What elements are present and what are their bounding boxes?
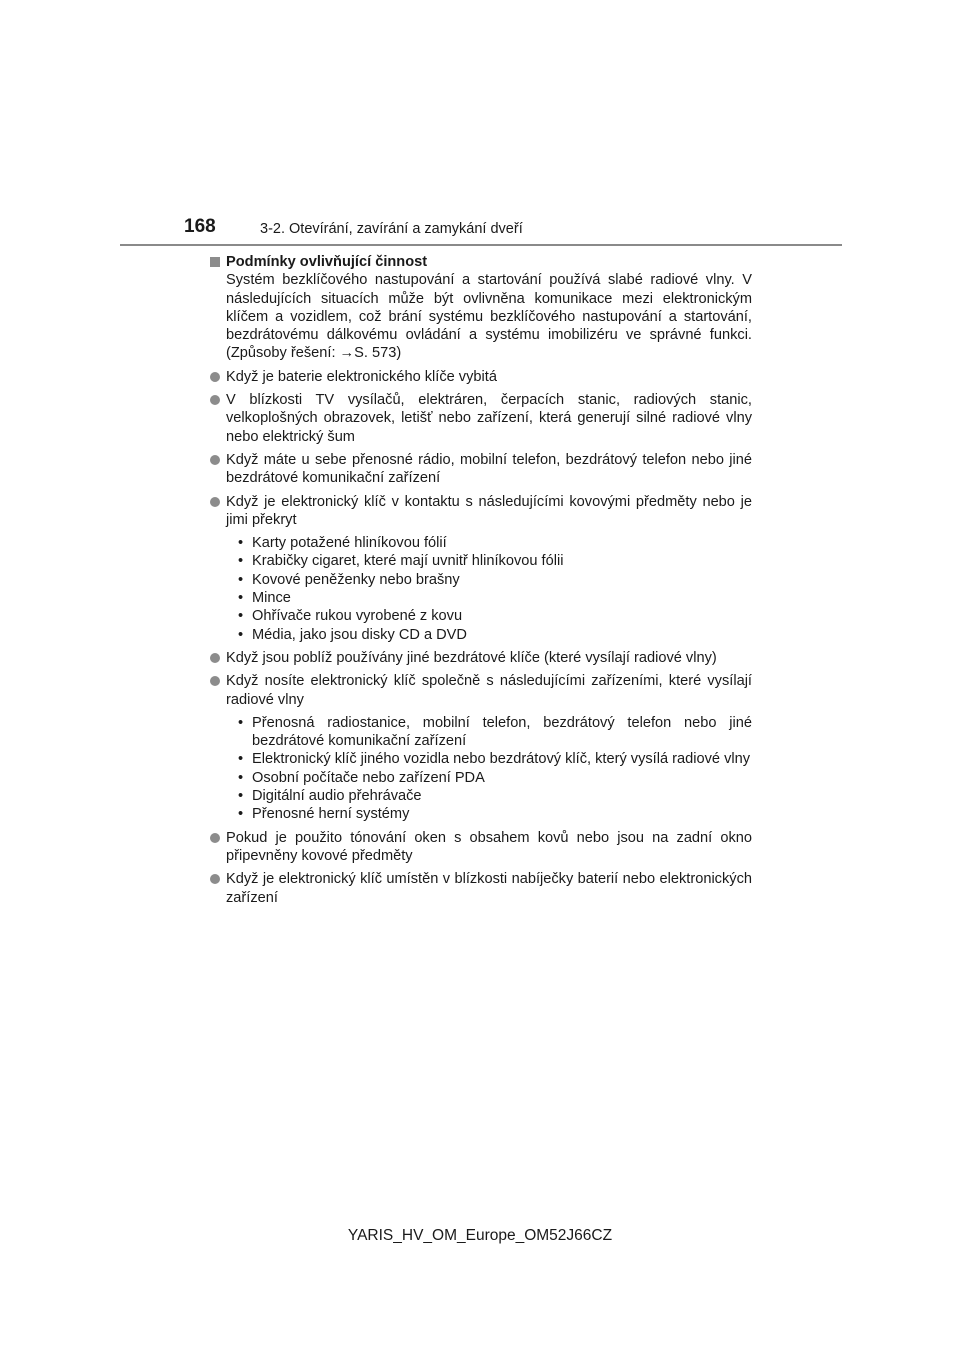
sub-list-item-text: Mince [252,590,291,607]
header-divider [120,244,842,246]
condition-item [210,672,752,709]
small-bullet-icon: • [238,608,244,625]
small-bullet-icon: • [238,535,244,552]
condition-item-text: Když je elektronický klíč umístěn v blízkosti nabíječky baterií nebo elektronických zařízení [226,871,752,906]
page-content [210,253,752,907]
small-bullet-icon: • [238,590,244,607]
sub-list-item-text: Karty potažené hliníkovou fólií [252,535,447,552]
sub-list [210,534,752,644]
sub-list-item-text: Digitální audio přehrávače [252,788,422,805]
small-bullet-icon: • [238,769,244,786]
block-heading-text: Podmínky ovlivňující činnost [226,254,428,270]
page-number: 168 [184,216,216,237]
condition-item [210,649,752,667]
circle-bullet-icon [210,372,220,382]
condition-item [210,391,752,446]
small-bullet-icon: • [238,626,244,643]
sub-list-item-text: Krabičky cigaret, které mají uvnitř hliníkovou fólii [252,553,564,570]
sub-list-item-text: Ohřívače rukou vyrobené z kovu [252,608,463,625]
small-bullet-icon: • [238,751,244,768]
condition-item [210,451,752,488]
sub-list-item [210,534,752,552]
condition-item [210,493,752,530]
sub-list-item [210,552,752,570]
sub-list-item [210,571,752,589]
condition-item-text: Když nosíte elektronický klíč společně s následujícími zařízeními, které vysílají radiové vlny [226,673,752,708]
sub-list-item [210,714,752,751]
small-bullet-icon: • [238,806,244,823]
block-intro: Systém bezklíčového nastupování a startování používá slabé radiové vlny. V následujících situacích může být ovlivněna komunikace mezi elektronickým klíčem a vozidlem, což brání systému bezklíčového nastupování a startování, bezdrátovému dálkovému ovládání a systému imobilizéru ve správné funkci. (Způsoby řešení: →S. 573) [226,272,752,362]
sub-list [210,714,752,824]
sub-list-item [210,805,752,823]
block-heading [210,253,752,271]
sub-list-item [210,750,752,768]
sub-list-item-text: Osobní počítače nebo zařízení PDA [252,769,485,786]
small-bullet-icon: • [238,553,244,570]
condition-item-text: Když máte u sebe přenosné rádio, mobilní telefon, bezdrátový telefon nebo jiné bezdrátové komunikační zařízení [226,451,752,487]
condition-item-text: Pokud je použito tónování oken s obsahem kovů nebo jsou na zadní okno připevněny kovové předměty [226,829,752,864]
condition-item [210,870,752,907]
condition-list [210,368,752,907]
sub-list-item-text: Přenosná radiostanice, mobilní telefon, bezdrátový telefon nebo jiné bezdrátové komunikační zařízení [252,714,752,750]
square-bullet-icon [210,257,220,267]
document-code: YARIS_HV_OM_Europe_OM52J66CZ [347,1227,613,1244]
sub-list-item [210,626,752,644]
sub-list-item [210,787,752,805]
condition-item-text: Když je baterie elektronického klíče vybitá [226,368,497,385]
condition-item [210,829,752,866]
sub-list-item [210,589,752,607]
circle-bullet-icon [210,874,220,884]
condition-item-text: V blízkosti TV vysílačů, elektráren, čerpacích stanic, radiových stanic, velkoplošných obrazovek, letišť nebo zařízení, která generují silné radiové vlny nebo elektrický šum [226,392,752,445]
section-title: 3-2. Otevírání, zavírání a zamykání dveří [260,221,523,237]
circle-bullet-icon [210,653,220,663]
sub-list-item-text: Elektronický klíč jiného vozidla nebo bezdrátový klíč, který vysílá radiové vlny [252,751,751,768]
sub-list-item-text: Přenosné herní systémy [252,806,410,823]
condition-item [210,368,752,386]
circle-bullet-icon [210,455,220,465]
condition-item-text: Když jsou poblíž používány jiné bezdrátové klíče (které vysílají radiové vlny) [226,649,717,666]
sub-list-item [210,607,752,625]
sub-list-item [210,769,752,787]
small-bullet-icon: • [238,571,244,588]
condition-item-text: Když je elektronický klíč v kontaktu s následujícími kovovými předměty nebo je jimi překryt [226,493,752,528]
small-bullet-icon: • [238,714,244,731]
circle-bullet-icon [210,833,220,843]
circle-bullet-icon [210,676,220,686]
sub-list-item-text: Média, jako jsou disky CD a DVD [252,626,467,643]
circle-bullet-icon [210,395,220,405]
circle-bullet-icon [210,497,220,507]
sub-list-item-text: Kovové peněženky nebo brašny [252,571,460,588]
small-bullet-icon: • [238,788,244,805]
